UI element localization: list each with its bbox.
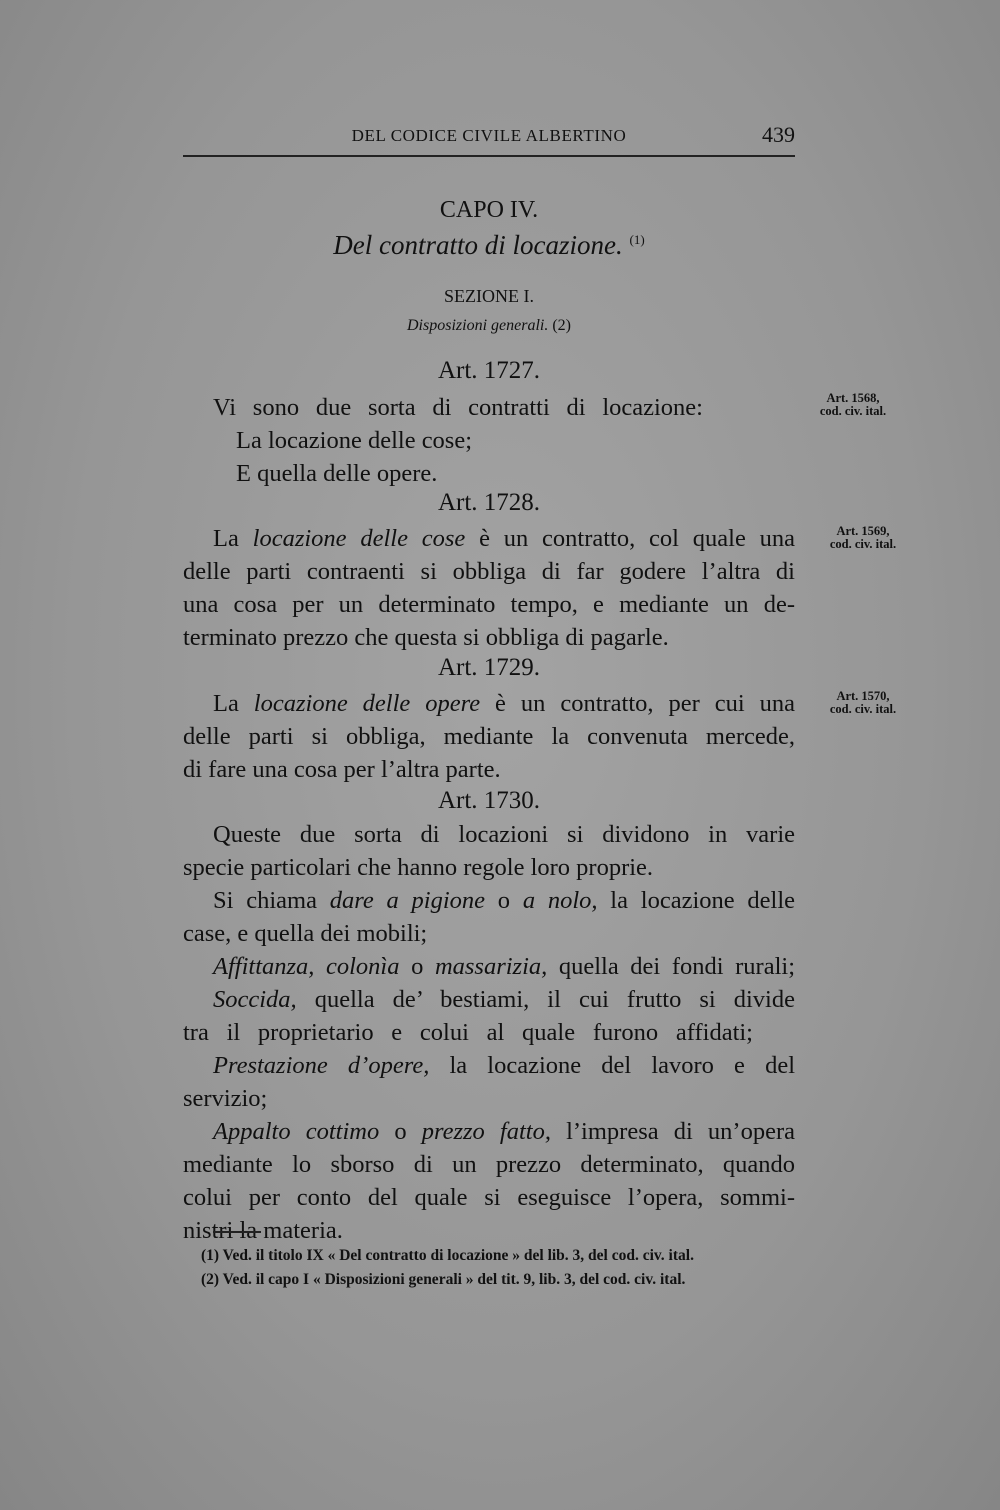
text-line: di fare una cosa per l’altra parte. (183, 756, 501, 783)
text-line: specie particolari che hanno regole loro proprie. (183, 854, 654, 881)
text-line: nistri la materia. (183, 1217, 343, 1244)
text-line: colui per conto del quale si eseguisce l’opera, sommi- (183, 1184, 795, 1211)
margin-note (808, 690, 918, 716)
section-label: SEZIONE I. (444, 286, 534, 306)
text-segment: o (399, 953, 435, 980)
article-body (183, 818, 795, 1247)
text-line: delle parti contraenti si obbliga di far godere l’altra di (183, 558, 795, 585)
text-segment: la locazione delle (597, 887, 795, 914)
text-segment: La (213, 525, 253, 552)
margin-note (798, 392, 908, 418)
text-segment: la locazione del lavoro e del (429, 1052, 795, 1079)
page-number: 439 (762, 122, 795, 147)
text-segment: o (379, 1118, 422, 1145)
footnote: (1) Ved. il titolo IX « Del contratto di locazione » del lib. 3, del cod. civ. ital. (201, 1247, 694, 1264)
text-line (183, 950, 795, 983)
text-segment: o (485, 887, 523, 914)
section-footnote-ref: (2) (552, 317, 571, 334)
text-line (183, 1049, 795, 1082)
text-line: tra il proprietario e colui al quale furono affidati; (183, 1019, 753, 1046)
text-line (183, 1115, 795, 1148)
text-segment: Si chiama (213, 887, 330, 914)
article-heading: Art. 1729. (437, 654, 541, 681)
footnote-rule (213, 1231, 261, 1233)
text-line: E quella delle opere. (236, 460, 438, 487)
margin-note-line: Art. 1568, (826, 391, 880, 405)
text-line: una cosa per un determinato tempo, e mediante un de- (183, 591, 795, 618)
text-segment: l’impresa di un’opera (550, 1118, 795, 1145)
chapter-footnote-ref: (1) (629, 232, 645, 247)
text-segment: è un contratto, per cui una (480, 690, 795, 717)
text-segment: è un contratto, col quale una (465, 525, 795, 552)
article-body (183, 522, 795, 654)
emphasis-term: locazione delle cose (252, 525, 466, 552)
article-heading: Art. 1728. (437, 489, 541, 516)
article-heading: Art. 1730. (437, 787, 541, 814)
text-segment: quella dei fondi rurali; (547, 953, 795, 980)
emphasis-term: Prestazione d’opere, (213, 1052, 430, 1079)
emphasis-term: prezzo fatto, (421, 1118, 551, 1145)
footnote: (2) Ved. il capo I « Disposizioni generali » del tit. 9, lib. 3, del cod. civ. ital. (201, 1271, 686, 1288)
text-line (183, 522, 795, 555)
header-rule (183, 155, 795, 157)
chapter-title (183, 230, 795, 261)
text-segment: La (213, 690, 254, 717)
emphasis-term: Affittanza, colonìa (213, 953, 400, 980)
emphasis-term: Appalto cottimo (213, 1118, 380, 1145)
text-line: case, e quella dei mobili; (183, 920, 428, 947)
text-line: terminato prezzo che questa si obbliga di pagarle. (183, 624, 669, 651)
emphasis-term: massarizia, (434, 953, 548, 980)
running-title: DEL CODICE CIVILE ALBERTINO (351, 126, 627, 145)
footnotes (201, 1244, 821, 1292)
article-body (183, 687, 795, 786)
margin-note-line: Art. 1570, (836, 689, 890, 703)
article-body (183, 391, 795, 490)
text-line: mediante lo sborso di un prezzo determinato, quando (183, 1151, 795, 1178)
emphasis-term: a nolo, (522, 887, 598, 914)
text-line: Queste due sorta di locazioni si dividono in varie (213, 821, 795, 848)
text-line: delle parti si obbliga, mediante la convenuta mercede, (183, 723, 795, 750)
emphasis-term: Soccida, (213, 986, 297, 1013)
margin-note-line: cod. civ. ital. (829, 537, 897, 551)
emphasis-term: dare a pigione (329, 887, 486, 914)
text-line (183, 884, 795, 917)
chapter-label: CAPO IV. (439, 197, 539, 223)
margin-note-line: Art. 1569, (836, 524, 890, 538)
margin-note-line: cod. civ. ital. (829, 702, 897, 716)
chapter-title-text: Del contratto di locazione. (333, 230, 623, 260)
text-segment: quella de’ bestiami, il cui frutto si divide (296, 986, 795, 1013)
text-line: servizio; (183, 1085, 268, 1112)
section-title (183, 317, 795, 335)
section-title-text: Disposizioni generali. (407, 317, 549, 334)
text-line: Vi sono due sorta di contratti di locazione: (213, 394, 703, 421)
margin-note-line: cod. civ. ital. (819, 404, 887, 418)
margin-note (808, 525, 918, 551)
page-header (183, 122, 795, 154)
text-line (183, 687, 795, 720)
article-heading: Art. 1727. (437, 357, 541, 384)
text-line (183, 983, 795, 1016)
emphasis-term: locazione delle opere (253, 690, 481, 717)
text-line: La locazione delle cose; (236, 427, 473, 454)
